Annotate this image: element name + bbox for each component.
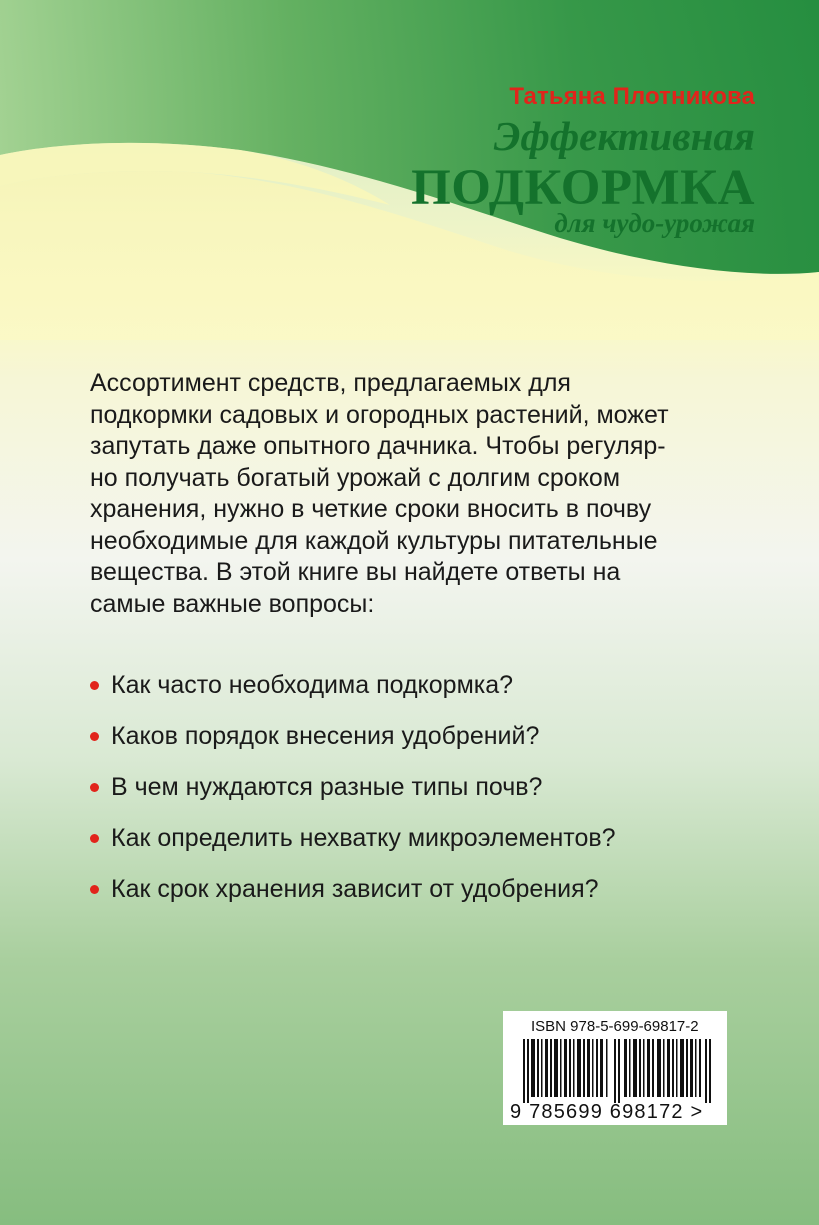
- question-item: [90, 660, 790, 711]
- questions-list: [90, 660, 790, 915]
- book-description: [90, 368, 790, 620]
- isbn-digits: 9 785699 698172 >: [510, 1101, 704, 1123]
- question-item: [90, 864, 790, 915]
- description-line: Ассортимент средств, предлагаемых для: [90, 369, 571, 397]
- bullet-icon: [90, 834, 99, 843]
- book-author: Татьяна Плотникова: [509, 83, 755, 110]
- isbn-barcode-box: [503, 1011, 727, 1125]
- question-text: Как часто необходима подкормка?: [111, 671, 514, 699]
- isbn-label: ISBN 978-5-699-69817-2: [531, 1018, 699, 1035]
- question-text: Каков порядок внесения удобрений?: [111, 722, 540, 750]
- description-line: самые важные вопросы:: [90, 589, 375, 618]
- title-line-2: ПОДКОРМКА: [411, 160, 755, 216]
- description-line: необходимые для каждой культуры питательные: [90, 526, 658, 555]
- bullet-icon: [90, 885, 99, 894]
- question-text: Как определить нехватку микроэлементов?: [111, 824, 616, 852]
- description-line: запутать даже опытного дачника. Чтобы регуляр-: [90, 432, 666, 460]
- title-line-3: для чудо-урожая: [554, 208, 755, 238]
- bullet-icon: [90, 783, 99, 792]
- bullet-icon: [90, 732, 99, 741]
- question-item: [90, 762, 790, 813]
- question-item: [90, 813, 790, 864]
- question-text: Как срок хранения зависит от удобрения?: [111, 875, 599, 903]
- question-text: В чем нуждаются разные типы почв?: [111, 773, 543, 801]
- title-line-1: Эффективная: [493, 113, 755, 159]
- barcode-graphic: [523, 1039, 715, 1103]
- question-item: [90, 711, 790, 762]
- description-line: но получать богатый урожай с долгим сроком: [90, 463, 621, 492]
- description-paragraph: [90, 368, 790, 620]
- description-line: хранения, нужно в четкие сроки вносить в почву: [90, 495, 652, 523]
- description-line: вещества. В этой книге вы найдете ответы на: [90, 558, 621, 586]
- description-line: подкормки садовых и огородных растений, может: [90, 400, 669, 429]
- bullet-icon: [90, 681, 99, 690]
